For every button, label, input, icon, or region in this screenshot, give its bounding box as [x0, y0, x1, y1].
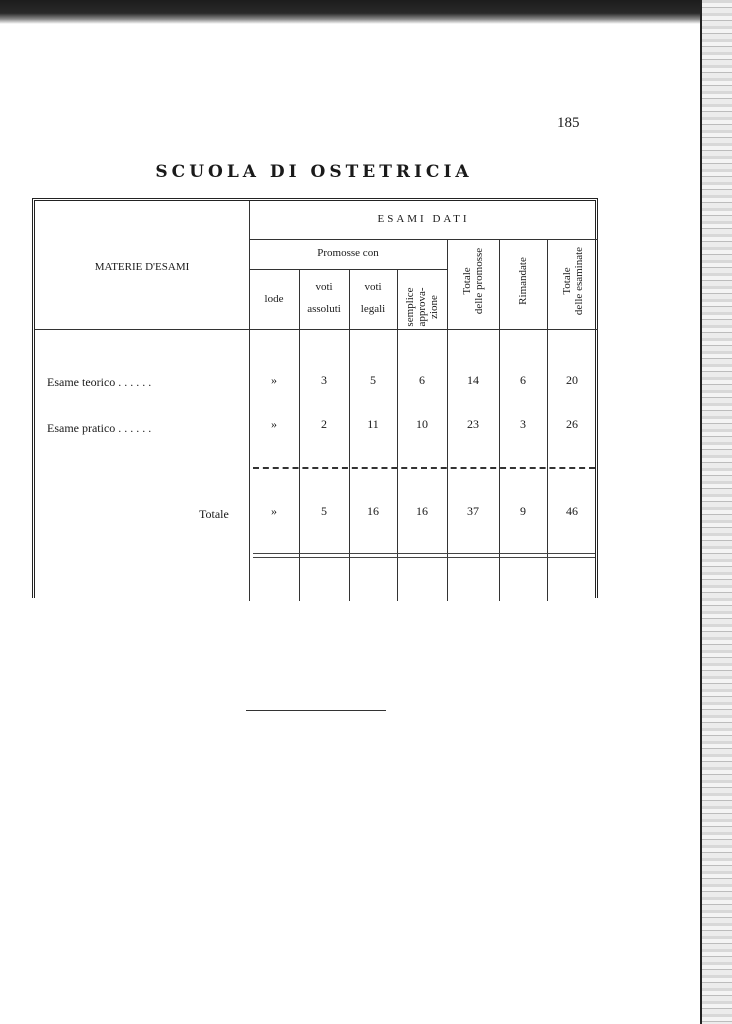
- total-value: 5: [321, 504, 327, 518]
- voti-legali-header-1: voti: [364, 281, 382, 293]
- semplice-header-3: zione: [428, 295, 440, 319]
- totale-promosse-header-1: Totale: [461, 267, 473, 295]
- semplice-header: [404, 277, 440, 337]
- total-value: 16: [367, 504, 379, 518]
- total-value: 46: [566, 504, 578, 518]
- row-value: »: [271, 417, 277, 431]
- row-value: 3: [321, 373, 327, 387]
- row-value: 14: [467, 373, 479, 387]
- page-number: 185: [557, 115, 580, 131]
- row-value: 6: [520, 373, 526, 387]
- row-label: Esame pratico . . . . . .: [47, 421, 152, 435]
- exams-header: ESAMI DATI: [377, 213, 470, 225]
- scan-top-shadow: [0, 0, 732, 24]
- sum-rule: [253, 467, 595, 469]
- totale-promosse-header-2: delle promosse: [473, 247, 485, 315]
- subject-header: MATERIE D'ESAMI: [94, 261, 190, 273]
- semplice-header-2: approva-: [416, 287, 428, 327]
- column-divider: [397, 269, 398, 601]
- rimandate-header: Rimandate: [517, 257, 529, 305]
- column-divider: [349, 269, 350, 601]
- total-value: »: [271, 504, 277, 518]
- column-divider: [547, 239, 548, 601]
- voti-assoluti-header-2: assoluti: [307, 303, 341, 315]
- footer-rule: [246, 710, 386, 711]
- header-divider: [249, 239, 598, 240]
- header-divider: [249, 269, 447, 270]
- page-binding-line: [700, 0, 702, 1024]
- total-value: 16: [416, 504, 428, 518]
- row-value: »: [271, 373, 277, 387]
- row-value: 6: [419, 373, 425, 387]
- voti-assoluti-header-1: voti: [315, 281, 333, 293]
- totale-esaminate-header: [561, 239, 585, 323]
- row-value: 23: [467, 417, 479, 431]
- row-value: 5: [370, 373, 376, 387]
- scan-page-edge: [702, 0, 732, 1024]
- row-value: 26: [566, 417, 578, 431]
- totale-esaminate-header-2: delle esaminate: [573, 246, 585, 316]
- total-double-rule: [253, 553, 595, 558]
- row-label: Esame teorico . . . . . .: [47, 375, 152, 389]
- total-value: 9: [520, 504, 526, 518]
- row-value: 11: [367, 417, 379, 431]
- header-bottom-rule: [35, 329, 598, 330]
- totale-promosse-header: [461, 241, 485, 321]
- totale-esaminate-header-1: Totale: [561, 267, 573, 295]
- total-value: 37: [467, 504, 479, 518]
- row-value: 20: [566, 373, 578, 387]
- exam-table: [32, 198, 598, 598]
- page-title: SCUOLA DI OSTETRICIA: [155, 162, 473, 182]
- column-divider: [447, 239, 448, 601]
- lode-header: lode: [264, 293, 284, 305]
- total-label: Totale: [199, 507, 229, 521]
- column-divider: [499, 239, 500, 601]
- subject-divider: [249, 201, 250, 601]
- row-value: 3: [520, 417, 526, 431]
- semplice-header-1: semplice: [404, 287, 416, 327]
- voti-legali-header-2: legali: [360, 303, 386, 315]
- promoted-header: Promosse con: [317, 247, 379, 259]
- column-divider: [299, 269, 300, 601]
- row-value: 10: [416, 417, 428, 431]
- row-value: 2: [321, 417, 327, 431]
